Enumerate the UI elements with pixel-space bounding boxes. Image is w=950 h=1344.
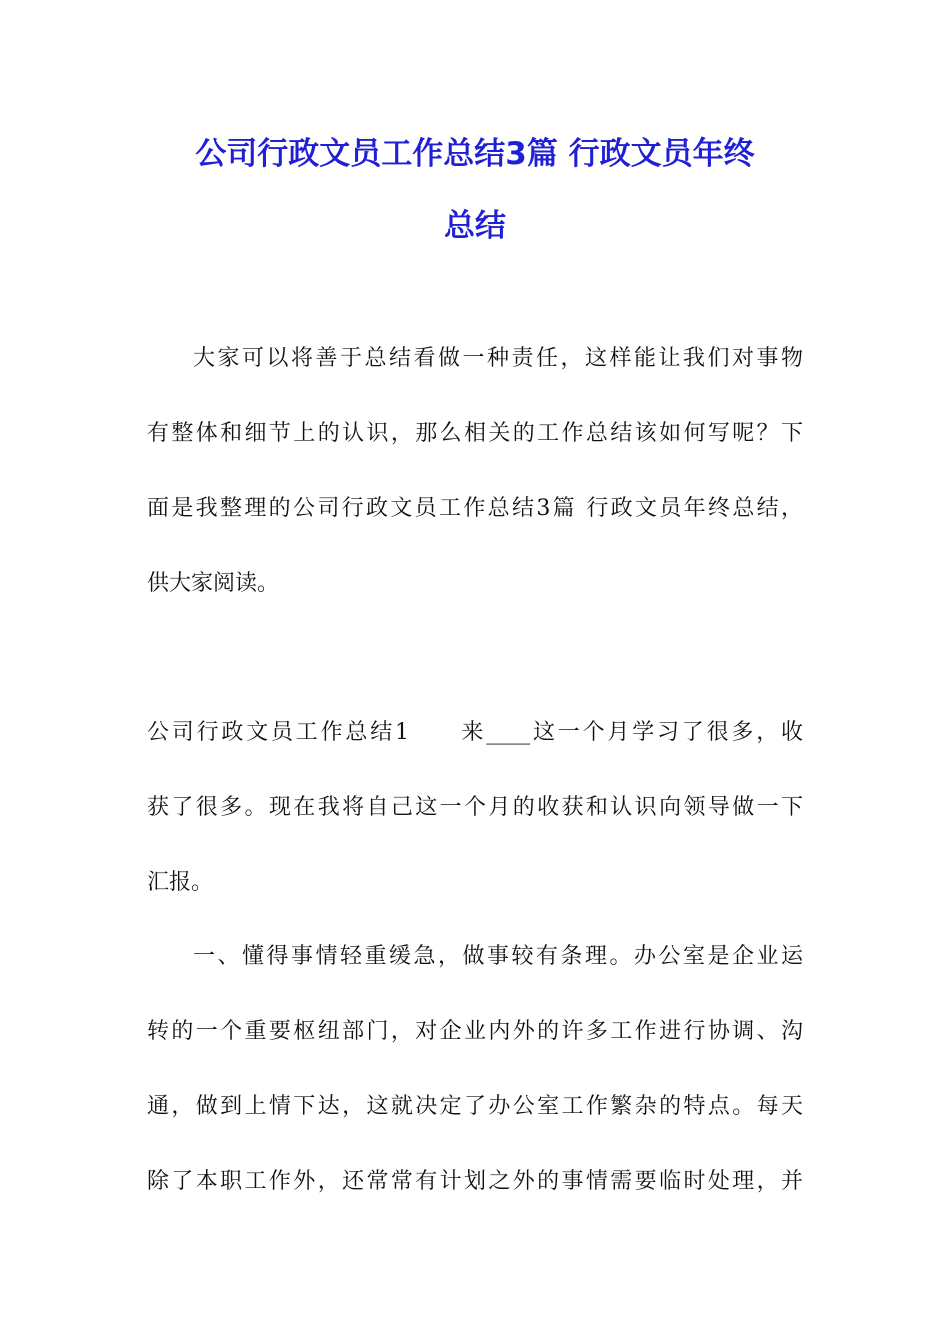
- intro-line-4: 供大家阅读。: [147, 571, 280, 596]
- section-1-line-2: 获了很多。现在我将自己这一个月的收获和认识向领导做一下: [147, 795, 803, 820]
- document-title-line-2: 总结: [444, 208, 506, 244]
- section-1-line-3: 汇报。: [147, 870, 214, 895]
- intro-line-1: 大家可以将善于总结看做一种责任，这样能让我们对事物: [193, 346, 803, 371]
- point-1-line-2: 转的一个重要枢纽部门，对企业内外的许多工作进行协调、沟: [147, 1019, 803, 1044]
- intro-line-3: 面是我整理的公司行政文员工作总结3篇 行政文员年终总结，: [147, 496, 803, 521]
- point-1-line-3: 通，做到上情下达，这就决定了办公室工作繁杂的特点。每天: [147, 1094, 803, 1119]
- section-1-line-1: 公司行政文员工作总结1 来____这一个月学习了很多，收: [147, 720, 803, 745]
- point-1-line-4: 除了本职工作外，还常常有计划之外的事情需要临时处理，并: [147, 1169, 803, 1194]
- intro-line-2: 有整体和细节上的认识，那么相关的工作总结该如何写呢？下: [147, 421, 803, 446]
- point-1-line-1: 一、懂得事情轻重缓急，做事较有条理。办公室是企业运: [193, 944, 803, 969]
- document-title-line-1: 公司行政文员工作总结3篇 行政文员年终: [195, 136, 755, 172]
